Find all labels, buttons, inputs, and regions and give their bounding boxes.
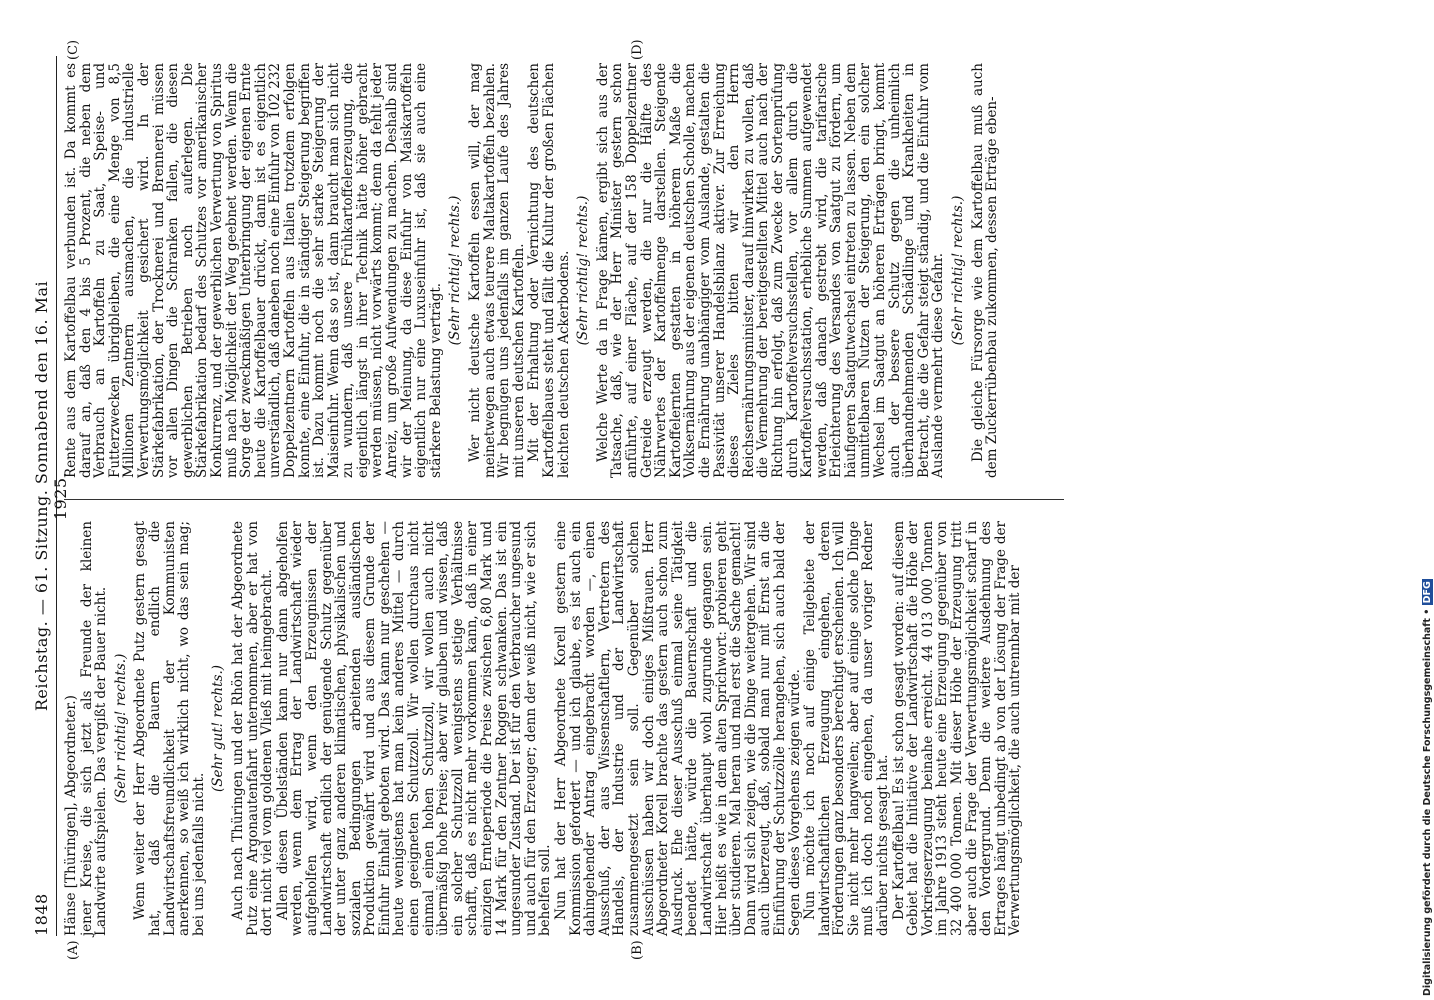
- page-number: 1848: [32, 893, 51, 936]
- paragraph: Welche Werte da in Frage kämen, ergibt sich aus der Tatsache, daß, wie der Herr Minister gestern schon anführte, auf einer Fläche, auf der 158 Doppelzentner Getreide erzeugt werden, die nur die Hälfte des Nährwertes der Kartoffelmenge darstellen. Steigende Kartoffelernten gestatten in höherem Maße die Volksernährung aus der eigenen deutschen Scholle, machen die Ernährung unabhängiger vom Auslande, gestalten die Passivität unserer Handelsbilanz aktiver. Zur Erreichung dieses Zieles bitten wir den Herrn Reichsernährungsminister, darauf hinwirken zu wollen, daß die Vermehrung der bereitgestellten Mittel auch nach der Richtung hin erfolgt, daß zum Zwecke der Sortenprüfung durch Kartoffelversuchsstellen, vor allem durch die Kartoffelversuchsstation, erhebliche Summen aufgewendet werden, daß danach gestrebt wird, die tarifarische Erleichterung des Versandes von Saatgut zu fördern, um häufigeren Saatgutwechsel eintreten zu lassen. Neben dem unmittelbaren Nutzen der Steigerung, den ein solcher Wechsel im Saatgut an höheren Erträgen bringt, kommt auch der bessere Schutz gegen die unheimlich überhandnehmenden Schädlinge und Krankheiten in Betracht, die die Gefahr steigt ständig, und die Einfuhr vom Auslande vermehrt diese Gefahr.: [594, 63, 947, 478]
- page-heading: Reichstag. — 61. Sitzung. Sonnabend den 16. Mai 1925.: [32, 280, 70, 712]
- column-divider: [64, 499, 1064, 500]
- remark: (Sehr richtig! rechts.): [112, 653, 129, 804]
- remark: (Sehr richtig! rechts.): [575, 195, 592, 346]
- paragraph: Wenn weiter der Herr Abgeordnete Putz gestern gesagt hat, daß die Bauern endlich die Landwirtschaftsfreundlichkeit der Kommunisten anerkennen, so weiß ich wirklich nicht, wo das sein mag; bei uns jedenfalls nicht.: [132, 521, 207, 936]
- paragraph: Auch nach Thüringen und der Rhön hat der Abgeordnete Putz eine Argonautenfahrt unternommen, aber er hat von dort nicht viel vom goldenen Vließ mit heimgebracht.: [229, 521, 276, 936]
- paragraph: Nun möchte ich noch auf einige Teilgebiete der landwirtschaftlichen Erzeugung eingehen, deren Förderungen ganz besonders berechtigt erscheinen. Ich will Sie nicht mehr langweilen; aber auf einige solche Dinge muß ich doch noch eingehen, da unser voriger Redner darüber nichts gesagt hat.: [802, 521, 892, 936]
- paragraph: Allen diesen Übelständen kann nur dann abgeholfen werden, wenn dem Ertrag der Landwirtschaft wieder aufgeholfen wird, wenn den Erzeugnissen der Landwirtschaft endlich der genügende Schutz gegenüber der unter ganz anderen klimatischen, physikalischen und sozialen Bedingungen arbeitenden ausländischen Produktion gewährt wird und aus diesem Grunde der Einfuhr Einhalt geboten wird. Das kann nur geschehen — heute wenigstens hat man kein anderes Mittel — durch einen geeigneten Schutzzoll. Wir wollen durchaus nicht einmal einen hohen Schutzzoll, wir wollen auch nicht übermäßig hohe Preise; aber wir glauben und wissen, daß ein solcher Schutzzoll wenigstens stetige Verhältnisse schafft, daß es nicht mehr vorkommen kann, daß in einer einzigen Ernteperiode die Preise zwischen 6,80 Mark und 14 Mark für den Zentner Roggen schwanken. Das ist ein ungesunder Zustand. Der ist für den Verbraucher ungesund und auch für den Erzeuger; denn der weiß nicht, wie er sich behelfen soll.: [274, 521, 554, 936]
- margin-mark-d: (D): [630, 39, 645, 60]
- margin-mark-a: (A): [66, 940, 81, 960]
- dfg-logo: DFG: [1422, 581, 1433, 604]
- margin-mark-b: (B): [630, 940, 645, 960]
- remark: (Sehr gut! rechts.): [210, 664, 227, 793]
- paragraph: Der Kartoffelbau! Es ist schon gesagt worden: auf diesem Gebiet hat die Initiative der Landwirtschaft die Höhe der Vorkriegserzeugung beinahe erreicht. 44 013 000 Tonnen im Jahre 1913 steht heute eine Erzeugung gegenüber von 32 400 000 Tonnen. Mit dieser Höhe der Erzeugung tritt aber auch die Frage der Verwertungsmöglichkeit scharf in den Vordergrund. Denn die weitere Ausdehnung des Ertrages hängt unbedingt ab von der Lösung der Frage der Verwertungsmöglichkeit, die auch untrennbar mit der: [890, 521, 1024, 936]
- paragraph: Die gleiche Fürsorge wie dem Kartoffelbau muß auch dem Zuckerrübenbau zukommen, dessen Erträge eben-: [969, 63, 1001, 478]
- header-rule: [56, 56, 57, 936]
- document-page: [30, 39, 1070, 960]
- paragraph: Wer nicht deutsche Kartoffeln essen will, der mag meinetwegen auch etwas teurere Maltakartoffeln bezahlen. Wir begnügen uns jedenfalls im ganzen Laufe des Jahres mit unseren deutschen Kartoffeln.: [467, 63, 527, 478]
- paragraph: jener Kreise, die sich jetzt als Freunde der kleinen Landwirte aufspielen. Das vergißt der Bauer nicht.: [78, 521, 110, 936]
- margin-mark-c: (C): [66, 39, 81, 60]
- paragraph: Rente aus dem Kartoffelbau verbunden ist. Da kommt es darauf an, daß den 4 bis 5 Prozent, die neben dem Verbrauch an Kartoffeln zu Saat, Speise- und Futterzwecken übrigbleiben, die eine Menge von 8,5 Millionen Zentnern ausmachen, die industrielle Verwertungsmöglichkeit gesichert wird. In der Stärkefabrikation, der Trocknerei und Brennerei müssen vor allen Dingen die Schranken fallen, die diesen gewerblichen Betrieben noch auferlegen. Die Stärkefabrikation bedarf des Schutzes vor amerikanischer Konkurrenz, und der gewerblichen Verwertung von Spiritus muß nach Möglichkeit der Weg geebnet werden. Wenn die Sorge der zweckmäßigen Unterbringung der eigenen Ernte heute die Kartoffelbauer drückt, dann ist es eigentlich unverständlich, daß daneben noch eine Einfuhr von 102 232 Doppelzentnern Kartoffeln aus Italien trotzdem erfolgen konnte, eine Einfuhr, die in ständiger Steigerung begriffen ist. Dazu kommt noch die sehr starke Steigerung der Maiseinfuhr. Wenn das so ist, dann braucht man sich nicht zu wundern, daß unsere Frühkartoffelerzeugung, die eigentlich längst in ihrer Technik hätte höher gebracht werden müssen, nicht vorwärts kommt; denn da fehlt jeder Anreiz, um große Aufwendungen zu machen. Deshalb sind wir der Meinung, da diese Einfuhr von Maiskartoffeln eigentlich nur eine Luxuseinfuhr ist, daß sie auch eine stärkere Belastung verträgt.: [63, 63, 444, 478]
- page-header: [30, 56, 70, 936]
- left-column: [64, 521, 1024, 936]
- paragraph: Hänse [Thüringen], Abgeordneter.): [63, 695, 79, 936]
- remark: (Sehr richtig! rechts.): [447, 195, 464, 346]
- paragraph: Mit der Erhaltung oder Vernichtung des deutschen Kartoffelbaues steht und fällt die Kultur der großen Flächen leichten deutschen Ackerbodens.: [526, 63, 572, 478]
- right-column: [64, 63, 1001, 478]
- remark: (Sehr richtig! rechts.): [950, 195, 967, 346]
- digitization-credit: [1422, 6, 1434, 996]
- paragraph: Nun hat der Herr Abgeordnete Korell gestern eine Kommission gefordert — und ich glaube, es ist auch ein dahingehender Antrag eingebracht worden —, einen Ausschuß, der aus Wissenschaftlern, Vertretern des Handels, der Industrie und der Landwirtschaft zusammengesetzt sein soll. Gegenüber solchen Ausschüssen haben wir doch einiges Mißtrauen. Herr Abgeordneter Korell brachte das gestern auch schon zum Ausdruck. Ehe dieser Ausschuß einmal seine Tätigkeit beendet hätte, würde die Bauernschaft und die Landwirtschaft überhaupt wohl zugrunde gegangen sein. Hier heißt es wie in dem alten Sprichwort: probieren geht über studieren. Mal heran und mal erst die Sache gemacht! Dann wird sich zeigen, wie die Dinge weitergehen. Wir sind auch überzeugt, daß, sobald man nur mit Ernst an die Einführung der Schutzzölle herangehen, sich auch bald der Segen dieses Vorgehens zeigen würde.: [553, 521, 803, 936]
- credit-text: Digitalisierung gefördert durch die Deutsche Forschungsgemeinschaft •: [1422, 605, 1433, 996]
